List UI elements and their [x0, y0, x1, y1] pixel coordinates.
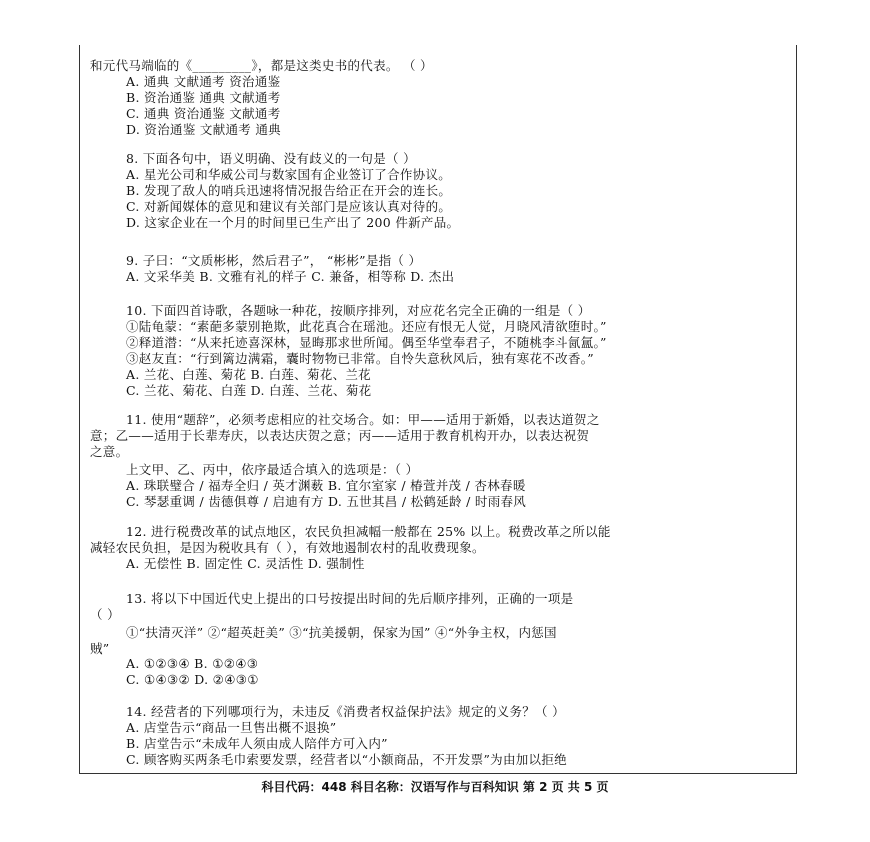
- text-line: 14. 经营者的下列哪项行为，未违反《消费者权益保护法》规定的义务？（ ）: [126, 704, 565, 719]
- text-line: （ ）: [90, 607, 120, 622]
- text-line: A. 兰花、白莲、菊花 B. 白莲、菊花、兰花: [126, 367, 371, 382]
- text-line: 意；乙——适用于长辈寿庆，以表达庆贺之意；丙——适用于教育机构开办，以表达祝贺: [90, 428, 590, 443]
- page-footer: 科目代码：448 科目名称：汉语写作与百科知识 第 2 页 共 5 页: [261, 780, 609, 794]
- text-line: A. 店堂告示“商品一旦售出概不退换”: [126, 720, 337, 735]
- text-line: 贼”: [90, 641, 110, 656]
- text-line: C. 琴瑟重调 / 齿德俱尊 / 启迪有方 D. 五世其昌 / 松鹤延龄 / 时雨春风: [126, 494, 527, 509]
- text-line: D. 资治通鉴 文献通考 通典: [126, 122, 281, 137]
- text-line: 8. 下面各句中，语义明确、没有歧义的一句是（ ）: [126, 151, 416, 166]
- text-line: C. 对新闻媒体的意见和建议有关部门是应该认真对待的。: [126, 199, 452, 214]
- text-line: ③赵友直：“行到篱边满霜，囊时物物已非常。自怜失意秋风后，独有寒花不改香。”: [126, 351, 594, 366]
- text-line: A. 珠联璧合 / 福寿全归 / 英才渊薮 B. 宜尔室家 / 椿萱并茂 / 杏林春暖: [126, 478, 526, 493]
- text-line: 11. 使用“题辞”，必须考虑相应的社交场合。如：甲——适用于新婚，以表达道贺之: [126, 412, 600, 427]
- text-line: 减轻农民负担，是因为税收具有（ ），有效地遏制农村的乱收费现象。: [90, 540, 485, 555]
- text-line: 12. 进行税费改革的试点地区，农民负担减幅一般都在 25% 以上。税费改革之所以能: [126, 524, 611, 539]
- text-line: 13. 将以下中国近代史上提出的口号按提出时间的先后顺序排列，正确的一项是: [126, 591, 574, 606]
- text-line: C. 兰花、菊花、白莲 D. 白莲、兰花、菊花: [126, 383, 372, 398]
- text-line: 之意。: [90, 444, 129, 459]
- text-line: C. 通典 资治通鉴 文献通考: [126, 106, 281, 121]
- text-line: 10. 下面四首诗歌，各题咏一种花，按顺序排列，对应花名完全正确的一组是（ ）: [126, 303, 591, 318]
- text-line: A. 文采华美 B. 文雅有礼的样子 C. 兼备，相等称 D. 杰出: [126, 269, 455, 284]
- text-line: A. 无偿性 B. 固定性 C. 灵活性 D. 强制性: [126, 556, 365, 571]
- text-line: A. 通典 文献通考 资治通鉴: [126, 74, 281, 89]
- text-line: A. 星光公司和华威公司与数家国有企业签订了合作协议。: [126, 167, 452, 182]
- text-line: 和元代马端临的《_________》，都是这类史书的代表。 （ ）: [90, 58, 433, 73]
- text-line: B. 店堂告示“未成年人须由成人陪伴方可入内”: [126, 736, 388, 751]
- text-line: B. 资治通鉴 通典 文献通考: [126, 90, 281, 105]
- text-line: ②释道潜：“从来托迹喜深林，显晦那求世所闻。偶至华堂奉君子，不随桃李斗氤氲。”: [126, 335, 607, 350]
- text-line: C. 顾客购买两条毛巾索要发票，经营者以“小额商品，不开发票”为由加以拒绝: [126, 752, 567, 767]
- text-line: ①“扶清灭洋” ②“超英赶美” ③“抗美援朝，保家为国” ④“外争主权，内惩国: [126, 625, 557, 640]
- text-line: 9. 子曰：“文质彬彬，然后君子”， “彬彬”是指（ ）: [126, 253, 422, 268]
- text-line: D. 这家企业在一个月的时间里已生产出了 200 件新产品。: [126, 215, 460, 230]
- text-line: C. ①④③② D. ②④③①: [126, 672, 259, 687]
- text-line: B. 发现了敌人的哨兵迅速将情况报告给正在开会的连长。: [126, 183, 452, 198]
- text-line: ①陆龟蒙：“素葩多蒙别艳欺，此花真合在瑶池。还应有恨无人觉，月晓风清欲堕时。”: [126, 319, 607, 334]
- text-line: A. ①②③④ B. ①②④③: [126, 656, 259, 671]
- text-line: 上文甲、乙、丙中，依序最适合填入的选项是：（ ）: [126, 462, 419, 477]
